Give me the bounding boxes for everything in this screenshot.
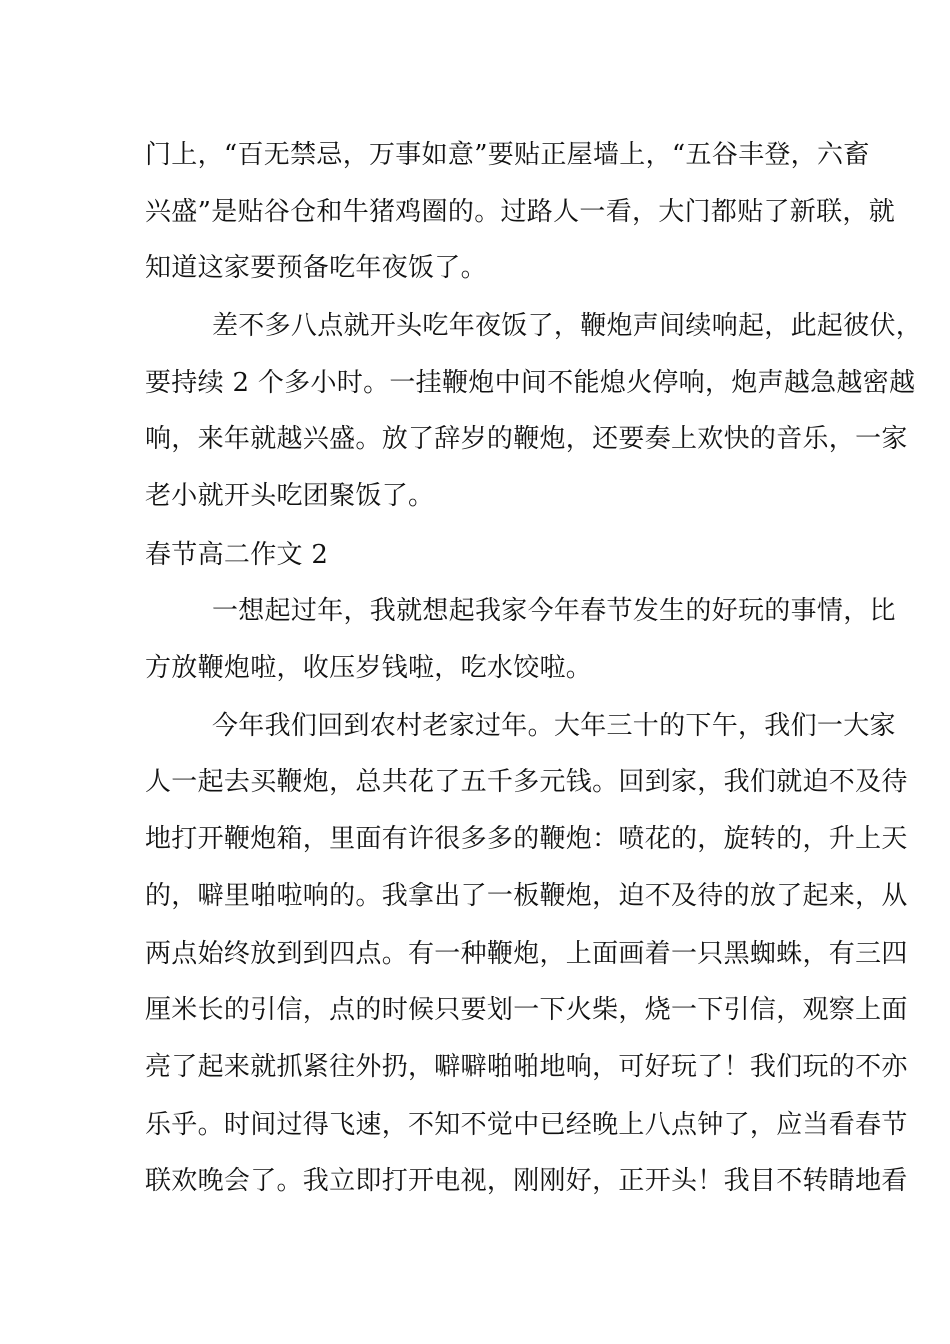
text-line: 厘米长的引信，点的时候只要划一下火柴，烧一下引信，观察上面 xyxy=(145,995,908,1025)
text-line: 的，噼里啪啦响的。我拿出了一板鞭炮，迫不及待的放了起来，从 xyxy=(145,881,908,911)
text-line: 一想起过年，我就想起我家今年春节发生的好玩的事情，比 xyxy=(212,596,896,626)
text-line: 知道这家要预备吃年夜饭了。 xyxy=(145,253,487,283)
text-line: 方放鞭炮啦，收压岁钱啦，吃水饺啦。 xyxy=(145,653,593,683)
text-line: 差不多八点就开头吃年夜饭了，鞭炮声间续响起，此起彼伏， xyxy=(212,311,923,341)
text-line: 今年我们回到农村老家过年。大年三十的下午，我们一大家 xyxy=(212,711,896,741)
text-line: 门上，“百无禁忌，万事如意”要贴正屋墙上，“五谷丰登，六畜 xyxy=(145,140,870,170)
text-line: 要持续 2 个多小时。一挂鞭炮中间不能熄火停响，炮声越急越密越 xyxy=(145,368,916,398)
text-line: 兴盛”是贴谷仓和牛猪鸡圈的。过路人一看，大门都贴了新联，就 xyxy=(145,197,895,227)
text-line: 地打开鞭炮箱，里面有许很多多的鞭炮：喷花的，旋转的，升上天 xyxy=(145,824,908,854)
text-line: 老小就开头吃团聚饭了。 xyxy=(145,481,435,511)
text-line: 人一起去买鞭炮，总共花了五千多元钱。回到家，我们就迫不及待 xyxy=(145,767,908,797)
text-line: 联欢晚会了。我立即打开电视，刚刚好，正开头！我目不转睛地看 xyxy=(145,1166,908,1196)
text-line: 响，来年就越兴盛。放了辞岁的鞭炮，还要奏上欢快的音乐，一家 xyxy=(145,424,908,454)
section-heading: 春节高二作文 2 xyxy=(145,540,329,570)
text-line: 亮了起来就抓紧往外扔，噼噼啪啪地响，可好玩了！我们玩的不亦 xyxy=(145,1052,908,1082)
text-line: 两点始终放到到四点。有一种鞭炮，上面画着一只黑蜘蛛，有三四 xyxy=(145,939,908,969)
text-line: 乐乎。时间过得飞速，不知不觉中已经晚上八点钟了，应当看春节 xyxy=(145,1110,908,1140)
